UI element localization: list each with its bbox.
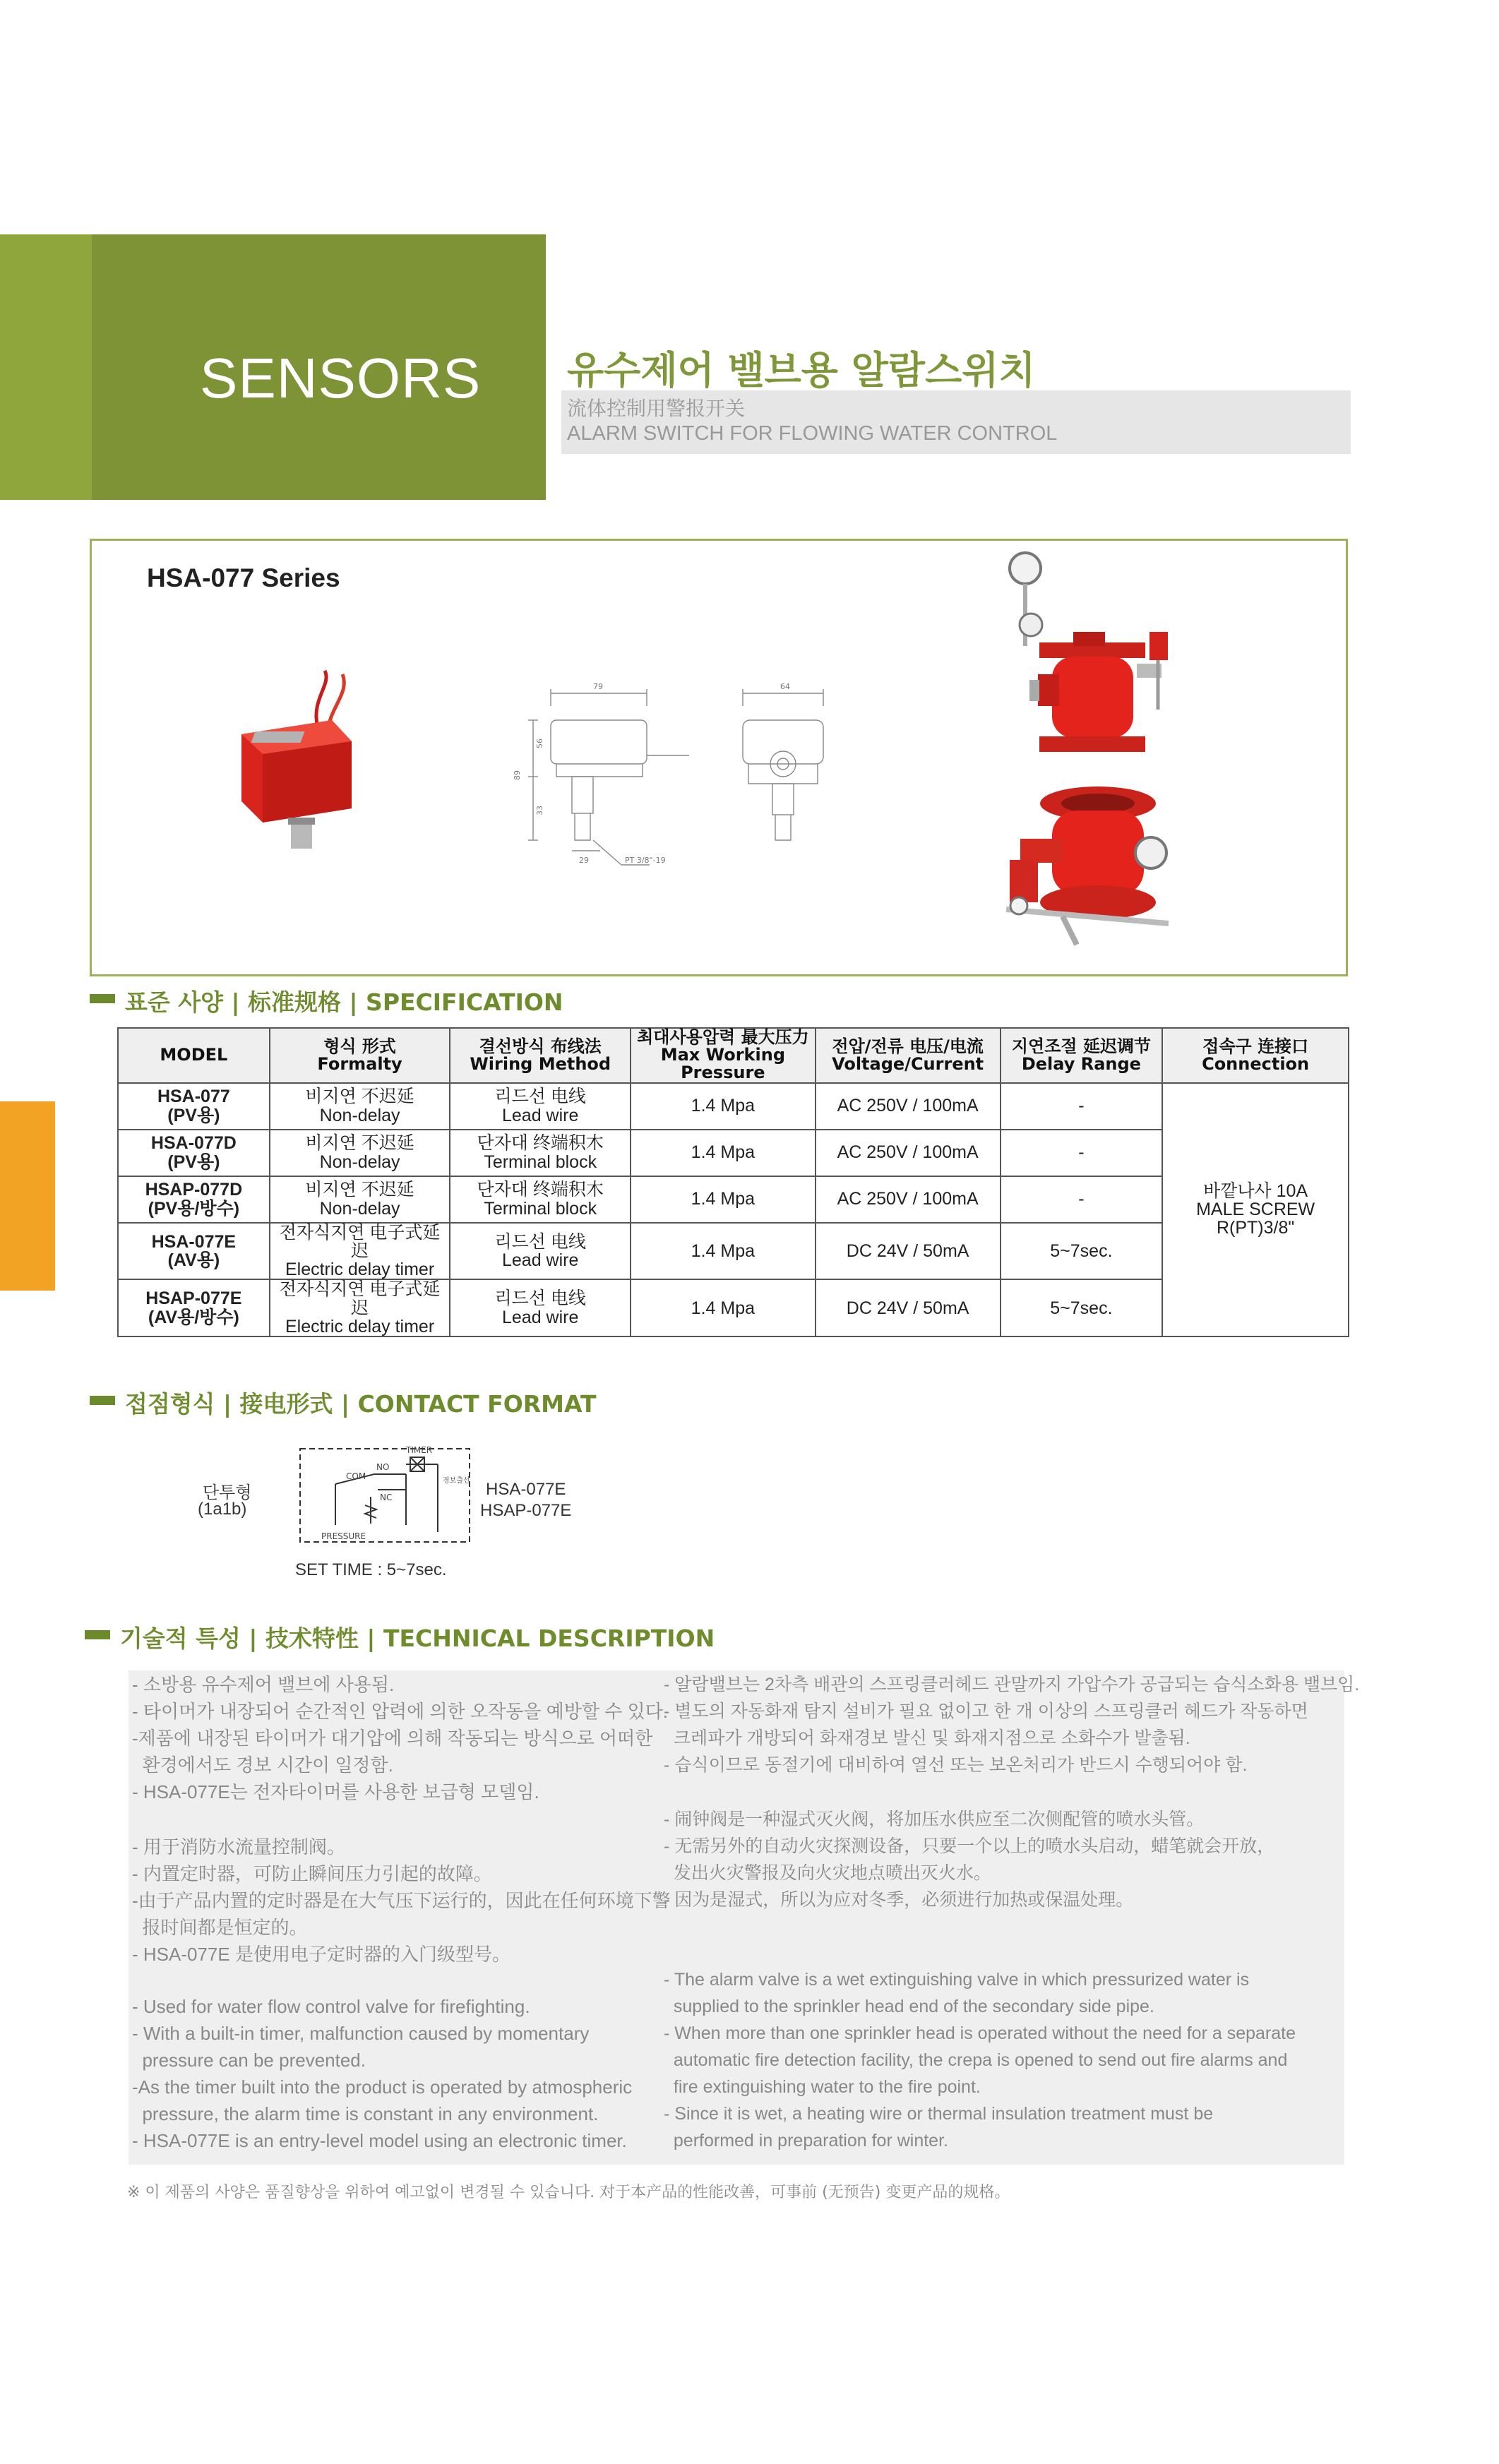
cell-wiring: 리드선 电线 Lead wire <box>450 1223 631 1280</box>
cell-voltage: DC 24V / 50mA <box>816 1279 1001 1336</box>
alarm-valve-photo-2 <box>992 782 1186 952</box>
cell-voltage: AC 250V / 100mA <box>816 1130 1001 1176</box>
cell-form: 비지연 不迟延 Non-delay <box>270 1176 450 1223</box>
dimension-drawing <box>480 678 876 883</box>
pressure-label: PRESSURE <box>321 1531 366 1541</box>
cell-form: 비지연 不迟延 Non-delay <box>270 1083 450 1130</box>
table-row <box>118 1083 1349 1130</box>
tech-left-cn: - 用于消防水流量控制阀。 - 内置定时器，可防止瞬间压力引起的故障。 -由于产品内置的定时器是在大气压下运行的，因此在任何环境下警 报时间都是恒定的。 - HSA-077E 是使用电子定时器的入门级型号。 <box>132 1836 671 1965</box>
cell-delay: - <box>1001 1130 1163 1176</box>
cell-pressure: 1.4 Mpa <box>631 1223 816 1280</box>
cell-model: HSA-077E (AV용) <box>118 1223 270 1280</box>
timer-label: TIMER <box>406 1445 433 1455</box>
series-name: HSA-077 Series <box>147 563 340 592</box>
page-title-cn: 流体控制用警报开关 <box>567 397 746 420</box>
tech-right-en: - The alarm valve is a wet extinguishing valve in which pressurized water is supplied to the sprinkler head end of the secondary side pipe. - When more than one sprinkler head is operated without the need for a separate automatic fire detection facility, the crepa is opened to send out fire alarms and fire extinguishing water to the fire point. - Since it is wet, a heating wire or thermal insulation treatment must be performed in preparation for winter. <box>664 1970 1296 2151</box>
col-wiring: 결선방식 布线法 Wiring Method <box>450 1028 631 1083</box>
cell-model: HSA-077 (PV용) <box>118 1083 270 1130</box>
cell-form: 전자식지연 电子式延迟 Electric delay timer <box>270 1279 450 1336</box>
col-pressure: 최대사용압력 最大压力 Max Working Pressure <box>631 1028 816 1083</box>
cell-delay: 5~7sec. <box>1001 1223 1163 1280</box>
cell-wiring: 단자대 终端积木 Terminal block <box>450 1176 631 1223</box>
cell-pressure: 1.4 Mpa <box>631 1083 816 1130</box>
dim-bottom: 29 <box>579 856 589 865</box>
col-model: MODEL <box>118 1028 270 1083</box>
cell-delay: - <box>1001 1176 1163 1223</box>
cell-pressure: 1.4 Mpa <box>631 1279 816 1336</box>
tech-section-marker <box>85 1630 110 1639</box>
dim-width-side: 64 <box>780 682 790 691</box>
page-title-ko: 유수제어 밸브용 알람스위치 <box>567 348 1036 393</box>
cell-form: 비지연 不迟延 Non-delay <box>270 1130 450 1176</box>
dim-height-b: 33 <box>535 806 544 815</box>
dim-thread: PT 3/8"-19 <box>625 856 666 865</box>
contact-diagram <box>293 1440 484 1550</box>
alarm-output-label: 경보출선 <box>443 1477 470 1485</box>
contact-model-1: HSA-077E <box>486 1480 566 1499</box>
cell-connection: 바깥나사 10A MALE SCREW R(PT)3/8" <box>1162 1083 1349 1337</box>
page-title-en: ALARM SWITCH FOR FLOWING WATER CONTROL <box>567 422 1058 445</box>
dim-height-total: 89 <box>513 770 522 780</box>
footnote: ※ 이 제품의 사양은 품질향상을 위하여 예고없이 변경될 수 있습니다. 对于本产品的性能改善，可事前 (无预告) 变更产品的规格。 <box>127 2184 1010 2201</box>
tech-right-cn: - 闹钟阀是一种湿式灭火阀，将加压水供应至二次侧配管的喷水头管。 - 无需另外的自动火灾探测设备，只要一个以上的喷水头启动，蜡笔就会开放， 发出火灾警报及向火灾地点喷出灭火水。 - 因为是湿式，所以为应对冬季，必须进行加热或保温处理。 <box>664 1810 1275 1910</box>
spec-header-row <box>118 1028 1349 1083</box>
tech-right-ko: - 알람밸브는 2차측 배관의 스프링클러헤드 관말까지 가압수가 공급되는 습식소화용 밸브임. - 별도의 자동화재 탐지 설비가 필요 없이고 한 개 이상의 스프링클러 헤드가 작동하면 크레파가 개방되어 화재경보 발신 및 화재지점으로 소화수가 발출됨. - 습식이므로 동절기에 대비하여 열선 또는 보온처리가 반드시 수행되어야 함. <box>664 1675 1360 1775</box>
cell-voltage: DC 24V / 50mA <box>816 1223 1001 1280</box>
col-voltage: 전압/전류 电压/电流 Voltage/Current <box>816 1028 1001 1083</box>
col-formalty: 형식 形式 Formalty <box>270 1028 450 1083</box>
cell-wiring: 단자대 终端积木 Terminal block <box>450 1130 631 1176</box>
dim-width-top: 79 <box>593 682 603 691</box>
cell-wiring: 리드선 电线 Lead wire <box>450 1279 631 1336</box>
cell-pressure: 1.4 Mpa <box>631 1130 816 1176</box>
cell-pressure: 1.4 Mpa <box>631 1176 816 1223</box>
cell-delay: - <box>1001 1083 1163 1130</box>
cell-voltage: AC 250V / 100mA <box>816 1083 1001 1130</box>
category-title: SENSORS <box>200 347 482 409</box>
cell-delay: 5~7sec. <box>1001 1279 1163 1336</box>
com-label: COM <box>346 1471 366 1481</box>
cell-model: HSAP-077D (PV용/방수) <box>118 1176 270 1223</box>
contact-type-code: (1a1b) <box>198 1500 247 1519</box>
tech-section-title: 기술적 특성 | 技术特性 | TECHNICAL DESCRIPTION <box>120 1625 715 1652</box>
contact-model-2: HSAP-077E <box>480 1501 572 1520</box>
no-label: NO <box>376 1462 390 1472</box>
spec-table <box>117 1027 1349 1337</box>
tech-left-en: - Used for water flow control valve for firefighting. - With a built-in timer, malfunction caused by momentary pressure can be prevented. -As the timer built into the product is operated by atmospheric pressure, the alarm time is constant in any environment. - HSA-077E is an entry-level model using an electronic timer. <box>132 1996 633 2151</box>
contact-section-title: 접점형식 | 接电形式 | CONTACT FORMAT <box>125 1390 597 1418</box>
cell-model: HSA-077D (PV용) <box>118 1130 270 1176</box>
side-tab <box>0 1101 55 1291</box>
dim-height-a: 56 <box>535 738 544 748</box>
col-connection: 접속구 连接口 Connection <box>1162 1028 1349 1083</box>
cell-voltage: AC 250V / 100mA <box>816 1176 1001 1223</box>
contact-type-ko: 단투형 <box>203 1483 252 1502</box>
cell-model: HSAP-077E (AV용/방수) <box>118 1279 270 1336</box>
col-delay: 지연조절 延迟调节 Delay Range <box>1001 1028 1163 1083</box>
switch-photo <box>226 657 367 861</box>
spec-section-title: 표준 사양 | 标准规格 | SPECIFICATION <box>125 988 563 1016</box>
spec-section-marker <box>90 994 115 1003</box>
header-band-accent <box>0 234 92 500</box>
nc-label: NC <box>380 1493 393 1502</box>
contact-section-marker <box>90 1396 115 1405</box>
cell-form: 전자식지연 电子式延迟 Electric delay timer <box>270 1223 450 1280</box>
cell-wiring: 리드선 电线 Lead wire <box>450 1083 631 1130</box>
set-time: SET TIME : 5~7sec. <box>295 1560 447 1579</box>
alarm-valve-photo <box>996 547 1179 755</box>
tech-left-ko: - 소방용 유수제어 밸브에 사용됨. - 타이머가 내장되어 순간적인 압력에 의한 오작동을 예방할 수 있다. -제품에 내장된 타이머가 대기압에 의해 작동되는 방식으로 어떠한 환경에서도 경보 시간이 일정함. - HSA-077E는 전자타이머를 사용한 보급형 모델임. <box>132 1674 669 1802</box>
